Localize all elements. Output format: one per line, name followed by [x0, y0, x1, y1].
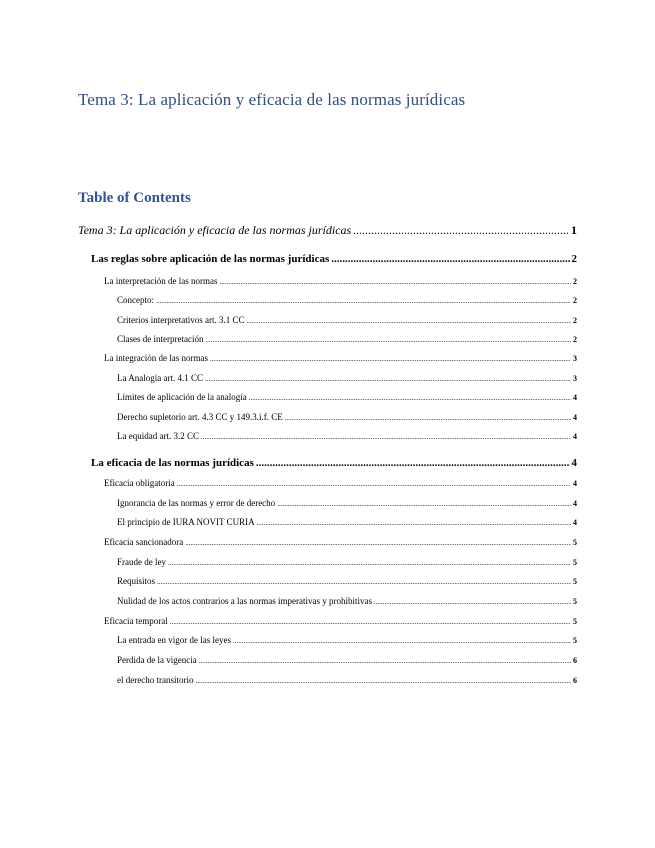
toc-entry-page-number: 2	[573, 335, 577, 344]
toc-dot-leader	[256, 457, 570, 469]
toc-dot-leader	[185, 539, 571, 547]
toc-dot-leader	[210, 355, 571, 363]
toc-entry-label: el derecho transitorio	[117, 675, 194, 685]
toc-entry-page-number: 6	[573, 656, 577, 665]
toc-entry[interactable]	[117, 635, 577, 645]
toc-dot-leader	[205, 336, 571, 344]
toc-entry-label: Tema 3: La aplicación y eficacia de las normas jurídicas	[78, 223, 352, 237]
toc-dot-leader	[168, 559, 571, 567]
toc-dot-leader	[219, 278, 571, 286]
toc-entry-page-number: 6	[573, 676, 577, 685]
toc-dot-leader	[157, 578, 571, 586]
toc-entry-label: Criterios interpretativos art. 3.1 CC	[117, 315, 245, 325]
toc-entry-page-number: 4	[573, 518, 577, 527]
toc-entry[interactable]	[117, 392, 577, 402]
toc-entry-page-number: 5	[573, 617, 577, 626]
toc-entry[interactable]	[117, 596, 577, 606]
toc-entry[interactable]	[117, 315, 577, 325]
toc-entry-page-number: 4	[573, 393, 577, 402]
toc-entry[interactable]	[117, 295, 577, 305]
toc-entry[interactable]	[78, 223, 577, 238]
toc-entry-page-number: 4	[571, 457, 577, 469]
toc-entry-label: Eficacia sancionadora	[104, 537, 184, 547]
toc-entry-label: Ignorancia de las normas y error de derecho	[117, 498, 276, 508]
toc-entry[interactable]	[117, 675, 577, 685]
toc-entry[interactable]	[91, 457, 577, 469]
toc-entry-page-number: 2	[573, 296, 577, 305]
toc-entry-page-number: 4	[573, 479, 577, 488]
toc-dot-leader	[246, 317, 571, 325]
toc-entry[interactable]	[117, 655, 577, 665]
toc-entry[interactable]	[117, 517, 577, 527]
toc-dot-leader	[374, 598, 571, 606]
toc-entry-label: La equidad art. 3.2 CC	[117, 431, 199, 441]
toc-entry-label: Requisitos	[117, 576, 156, 586]
toc-entry-label: Derecho supletorio art. 4.3 CC y 149.3.i.f. CE	[117, 412, 283, 422]
toc-dot-leader	[249, 394, 571, 402]
toc-entry-label: Las reglas sobre aplicación de las normas jurídicas	[91, 253, 330, 265]
toc-entry-label: La eficacia de las normas jurídicas	[91, 457, 254, 469]
toc-dot-leader	[170, 618, 571, 626]
toc-entry-label: Perdida de la vigencia	[117, 655, 197, 665]
toc-entry-label: Fraude de ley	[117, 557, 166, 567]
toc-entry[interactable]	[117, 412, 577, 422]
toc-entry[interactable]	[91, 253, 577, 265]
toc-entry-page-number: 5	[573, 636, 577, 645]
toc-entry-page-number: 4	[573, 499, 577, 508]
toc-entry-page-number: 4	[573, 432, 577, 441]
toc-entry[interactable]	[104, 616, 577, 626]
toc-entry-label: Límites de aplicación de la analogía	[117, 392, 247, 402]
toc-entry-page-number: 1	[571, 223, 577, 237]
toc-entry[interactable]	[117, 498, 577, 508]
toc-entry-page-number: 5	[573, 538, 577, 547]
toc-entry[interactable]	[117, 431, 577, 441]
toc-entry-page-number: 3	[573, 354, 577, 363]
toc-entry[interactable]	[104, 276, 577, 286]
toc-entry-label: Concepto:	[117, 295, 154, 305]
toc-entry-page-number: 3	[573, 374, 577, 383]
toc-entry-label: La interpretación de las normas	[104, 276, 218, 286]
toc-dot-leader	[277, 500, 571, 508]
toc-entry-page-number: 2	[573, 316, 577, 325]
toc-dot-leader	[353, 223, 569, 238]
toc-entry-label: La integración de las normas	[104, 353, 208, 363]
toc-dot-leader	[205, 375, 571, 383]
toc-dot-leader	[201, 433, 571, 441]
toc-entry[interactable]	[104, 478, 577, 488]
toc-entry-label: La entrada en vigor de las leyes	[117, 635, 231, 645]
toc-entry-page-number: 5	[573, 577, 577, 586]
toc-heading: Table of Contents	[78, 190, 191, 206]
toc-entry-label: La Analogía art. 4.1 CC	[117, 373, 203, 383]
toc-entry-label: Clases de interpretación	[117, 334, 204, 344]
toc-dot-leader	[195, 677, 571, 685]
toc-dot-leader	[177, 480, 571, 488]
toc-dot-leader	[257, 519, 571, 527]
toc-entry[interactable]	[117, 373, 577, 383]
toc-entry-page-number: 2	[573, 277, 577, 286]
toc-dot-leader	[285, 414, 571, 422]
toc-entry-label: Eficacia temporal	[104, 616, 168, 626]
toc-entry-page-number: 5	[573, 558, 577, 567]
toc-entry[interactable]	[104, 353, 577, 363]
toc-dot-leader	[156, 297, 571, 305]
toc-dot-leader	[233, 637, 571, 645]
toc-entry[interactable]	[117, 576, 577, 586]
toc-entry-label: Eficacia obligatoria	[104, 478, 175, 488]
toc-entry[interactable]	[117, 557, 577, 567]
toc-dot-leader	[199, 657, 571, 665]
toc-entry-page-number: 4	[573, 413, 577, 422]
toc-entry-page-number: 2	[571, 253, 577, 265]
toc-entry-page-number: 5	[573, 597, 577, 606]
toc-dot-leader	[331, 253, 569, 265]
toc-entry-label: El principio de IURA NOVIT CURIA	[117, 517, 255, 527]
document-title: Tema 3: La aplicación y eficacia de las normas jurídicas	[78, 90, 466, 109]
toc-entry[interactable]	[117, 334, 577, 344]
toc-entry[interactable]	[104, 537, 577, 547]
toc-entry-label: Nulidad de los actos contrarios a las normas imperativas y prohibitivas	[117, 596, 372, 606]
